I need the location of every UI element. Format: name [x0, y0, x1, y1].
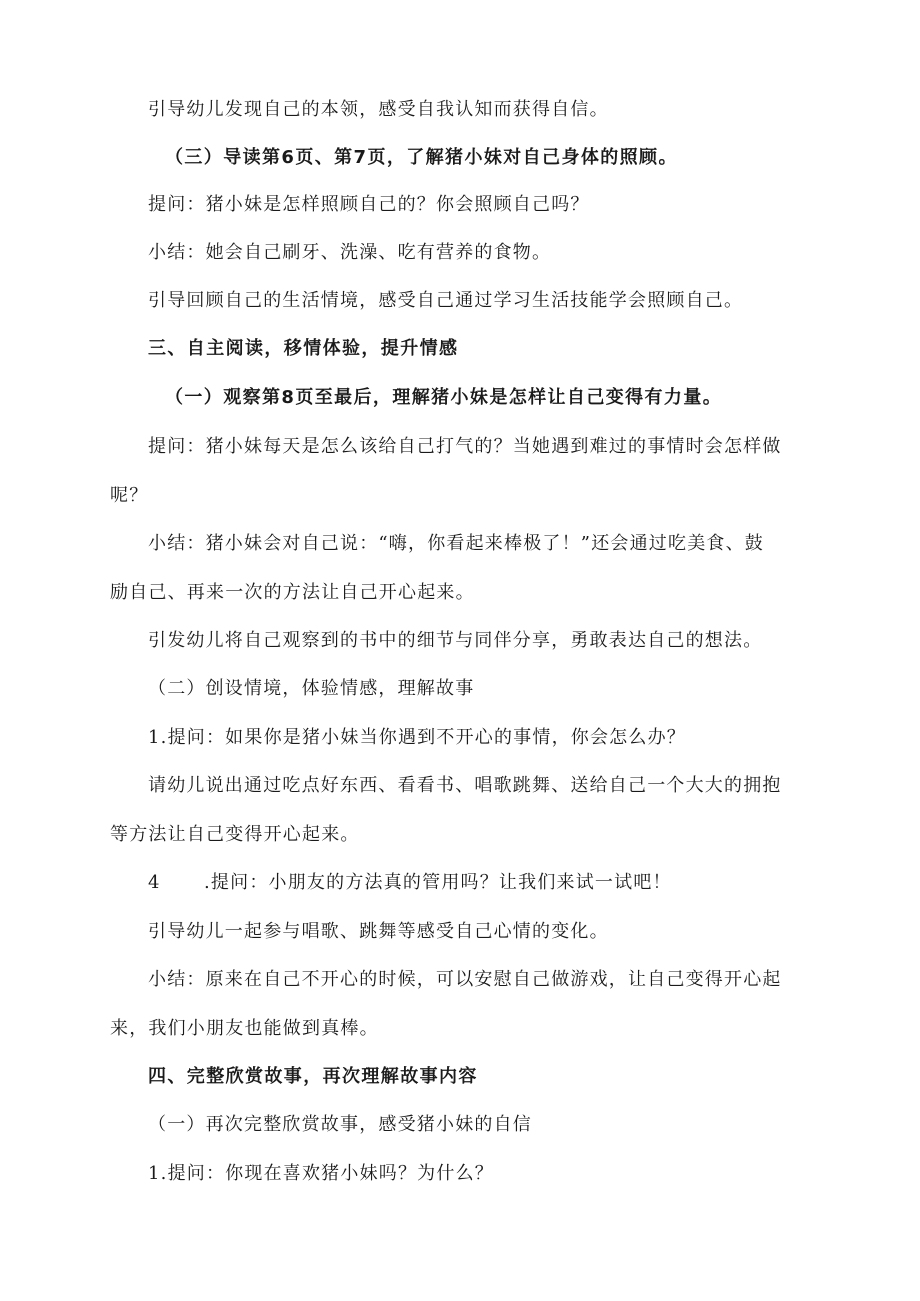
- item-number: 4: [148, 872, 161, 893]
- paragraph: 引导幼儿一起参与唱歌、跳舞等感受自己心情的变化。: [148, 921, 609, 942]
- item-text: .提问：小朋友的方法真的管用吗？让我们来试一试吧！: [204, 872, 672, 893]
- section-heading: （一）观察第8页至最后，理解猪小妹是怎样让自己变得有力量。: [165, 387, 723, 408]
- paragraph: 引导幼儿发现自己的本领，感受自我认知而获得自信。: [148, 99, 609, 120]
- paragraph: （二）创设情境，体验情感，理解故事: [148, 678, 475, 699]
- paragraph-continuation: 呢？: [110, 485, 149, 506]
- paragraph: 引导回顾自己的生活情境，感受自己通过学习生活技能学会照顾自己。: [148, 290, 744, 311]
- section-heading: 四、完整欣赏故事，再次理解故事内容: [148, 1066, 478, 1087]
- paragraph: 请幼儿说出通过吃点好东西、看看书、唱歌跳舞、送给自己一个大大的拥抱: [148, 775, 782, 796]
- paragraph: （一）再次完整欣赏故事，感受猪小妹的自信: [148, 1114, 532, 1135]
- paragraph: 小结：她会自己刷牙、洗澡、吃有营养的食物。: [148, 242, 552, 263]
- paragraph-continuation: 励自己、再来一次的方法让自己开心起来。: [110, 582, 475, 603]
- paragraph-continuation: 来，我们小朋友也能做到真棒。: [110, 1018, 379, 1039]
- paragraph: 提问：猪小妹是怎样照顾自己的？你会照顾自己吗？: [148, 194, 590, 215]
- paragraph: 小结：猪小妹会对自己说：“嗨，你看起来棒极了！”还会通过吃美食、鼓: [148, 533, 765, 554]
- numbered-paragraph: [148, 869, 672, 897]
- paragraph: 引发幼儿将自己观察到的书中的细节与同伴分享，勇敢表达自己的想法。: [148, 630, 763, 651]
- section-heading: 三、自主阅读，移情体验，提升情感: [148, 338, 459, 359]
- section-heading: （三）导读第6页、第7页，了解猪小妹对自己身体的照顾。: [165, 147, 678, 168]
- paragraph-continuation: 等方法让自己变得开心起来。: [110, 824, 360, 845]
- paragraph: 小结：原来在自己不开心的时候，可以安慰自己做游戏，让自己变得开心起: [148, 969, 782, 990]
- paragraph: 提问：猪小妹每天是怎么该给自己打气的？当她遇到难过的事情时会怎样做: [148, 436, 782, 457]
- paragraph: 1.提问：你现在喜欢猪小妹吗？为什么？: [148, 1163, 494, 1184]
- paragraph: 1.提问：如果你是猪小妹当你遇到不开心的事情，你会怎么办？: [148, 727, 686, 748]
